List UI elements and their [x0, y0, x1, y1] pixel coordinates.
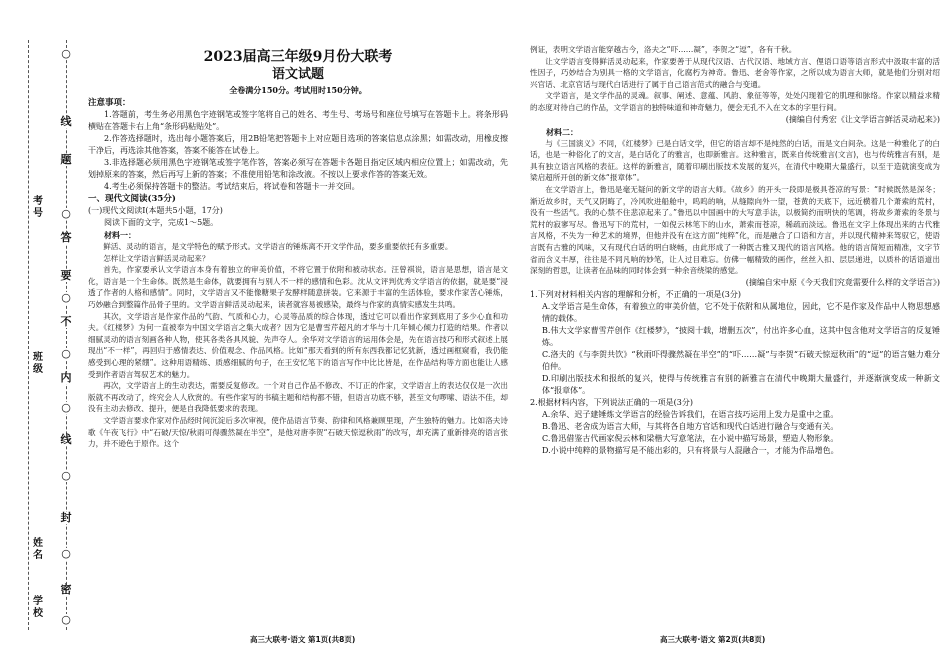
right-column: [530, 0, 940, 659]
material-paragraph: 让文学语言变得鲜活灵动起来，作家要善于从现代汉语、古代汉语、地域方言、俚语口语等语言形式中汲取丰富的活性因子，巧妙结合为别具一格的文学语言，化腐朽为神奇。鲁迅、老舍等作家，之所以成为语言大师，就是他们分别对绍兴官话、北京官话与现代白话进行了属于自己语言范式的融合与变通。: [530, 56, 940, 89]
circle-mark: ○: [61, 613, 71, 626]
note-item: 1.答题前，考生务必用黑色字迹钢笔或签字笔将自己的姓名、考生号、考场号和座位号填写在答题卡上。将条形码横贴在答题卡右上角“条形码粘贴处”。: [88, 110, 508, 131]
exam-title: 2023届高三年级9月份大联考: [203, 49, 393, 65]
circle-mark: ○: [61, 401, 71, 414]
circle-mark: ○: [61, 547, 71, 560]
material-paragraph: 与《三国演义》不同，《红楼梦》已是白话文学，但它的语言却不是纯然的白话，而是文白间杂。这是一种雅化了的白话，也是一种俗化了的文言，是白话化了的雅言，也即新雅言。这种雅言，既来自传统雅言(文言)，也与传统雅言有别，是具有独立语言风格的表征。这样的新雅言，随着印刷出版技术发展的复兴，在清代中晚期大量盛行，以至于造就演变成为梁启超所开创的新文体“报章体”。: [530, 138, 940, 183]
material-paragraph: 其次，文学语言是作家作品的气韵、气质和心力，心灵等品质的综合体现，透过它可以看出作家到底用了多少心血和功夫。《红楼梦》为何一直被奉为中国文学语言之集大成者？因为它是曹雪芹超凡的才华与十几年倾心倾力打造的结果。作者以细腻灵动的语言刻画各种人物，使其各类各具风貌、先声夺人。余华对文学语言的运用体会是，先在语言技巧和形式叙述上展现出“不一样”，再回归于感情表达、价值观念、作品风格。比如“那天看到的所有东西我都记忆犹新，透过画框窥看，我仍能感受到心理的紧绷”。这种用语精练、质感细腻的句子，在王安忆笔下的语言写作中比比皆是，在作品结构等方面也能让人感受到作者语言驾驭艺术的魅力。: [88, 311, 508, 379]
source-citation: (摘编自宋中原《今天我们究竟需要什么样的文学语言》): [745, 277, 940, 287]
exam-subtitle: 语文试题: [271, 67, 324, 82]
question-option: B.伟大文学家曹雪芹创作《红楼梦》，“披阅十载，增删五次”，付出许多心血，这其中包含他对文学语言的反复锤炼。: [542, 325, 940, 347]
seal-mark: 答: [60, 231, 72, 244]
seal-mark: 线: [60, 115, 72, 128]
material-two-label: 材料二：: [546, 126, 578, 137]
section-heading: 一、现代文阅读(35分): [88, 194, 176, 204]
label-banji: 班级: [33, 352, 43, 375]
circle-mark: ○: [61, 291, 71, 304]
binding-strip: [0, 0, 80, 659]
seal-mark: 线: [60, 433, 72, 446]
seal-mark: 要: [60, 269, 72, 282]
material-one-label: 材料一：: [104, 230, 136, 240]
circle-mark: ○: [61, 207, 71, 220]
material-paragraph: 怎样让文学语言鲜活灵动起来？: [103, 253, 210, 263]
note-item: 4.考生必须保持答题卡的整洁。考试结束后，将试卷和答题卡一并交回。: [104, 182, 360, 191]
material-paragraph: 例证，表明文学语言能穿越古今，洛夫之“吓……凝”，李贺之“逗”，各有千秋。: [530, 45, 797, 54]
binding-line-outer: [28, 40, 29, 630]
seal-mark: 内: [60, 371, 72, 384]
material-paragraph: 在文学语言上，鲁迅是毫无疑问的新文学的语言大师。《故乡》的开头一段即是极具苍凉的写景：“时候既然是深冬；渐近故乡时，天气又阴晦了，冷风吹进船舱中，呜呜的响，从缝隙向外一望，苍黄的天底下，远近横着几个萧索的荒村，没有一些活气。我的心禁不住悲凉起来了。”鲁迅以中国画中的大写意手法，以极简约而明快的笔调，将故乡萧索的冬景与荒村的寂寥写尽。鲁迅写下的荒村，一如倪云林笔下的山水，萧索而苍凉，稀疏而淡远。鲁迅在文字上体现出来的古代雅言风格，不失为一种艺术的境界，但他并没有在这方面“纯粹”化，而是融合了口语和方言，并以现代精神来驾驭它，使语言既有古雅的风味，又有现代白话的明白晓畅，由此形成了一种既古雅又现代的语言风格。他的语言简短而精准，文字节省而含义丰厚，往往是不同凡响的妙笔，让人过目难忘。仿佛一幅精致的画作，丝丝入扣、层层递进，以质朴的话语道出深刻的哲思，让读者在品味的同时体会到一种余音绕梁的感觉。: [530, 184, 940, 276]
seal-mark: 密: [60, 583, 72, 596]
question-option: A.文学语言是生命体，有着独立的审美价值，它不处于依附和从属地位，因此，它不是作家及作品中人物思想感情的载体。: [542, 301, 940, 323]
notes-heading: 注意事项：: [88, 98, 131, 108]
material-paragraph: 首先，作家要承认文学语言本身有着独立的审美价值，不将它置于依附和被动状态。汪曾祺说，语言是思想，语言是文化，语言是一个生命体。既然是生命体，就要拥有与别人不一样的感情和色彩。沈从文评判优秀文学语言的依据，就是要“浸透了作者的人格和感情”。同时，文学语言又不能像糖果子发酵样随意拼装。它来源于丰富的生活体验，要求作家苦心锤炼，巧妙融合到整篇作品骨子里的。文学语言鲜活灵动起来，读者就容易被感染，最终与作家的真情实感发生共鸣。: [88, 265, 508, 309]
question-option: D.印刷出版技术和报纸的复兴，使得与传统雅言有别的新雅言在清代中晚期大量盛行，并逐渐演变成一种新文体“报章体”。: [542, 373, 940, 395]
material-paragraph: 鲜活、灵动的语言，是文学特色的赋予形式。文学语言的锤炼离不开文学作品，要多重要依托有多重要。: [103, 242, 453, 251]
binding-line-inner: [66, 40, 67, 630]
source-citation: (摘编自付秀宏《让文学语言鲜活灵动起来》): [785, 114, 940, 124]
question-stem: 2.根据材料内容，下列说法正确的一项是(3分): [530, 397, 693, 407]
label-xuexiao: 学校: [33, 596, 43, 619]
question-option: A.余华、迟子建锤炼文学语言的经验告诉我们，在语言技巧运用上发力是重中之重。: [542, 409, 839, 419]
circle-mark: ○: [61, 469, 71, 482]
seal-mark: 不: [60, 315, 72, 328]
label-xingming: 姓名: [33, 538, 43, 561]
material-paragraph: 文学语言，是文学作品的灵魂。叙事、阐述、意蕴、风韵、象征等等，处处闪现着它的肌理和脉络。作家以精益求精的态度对待自己的作品，文学语言的独特味道和神奇魅力，便会无孔不入在文本的字里行间。: [530, 91, 940, 112]
question-option: B.鲁迅、老舍成为语言大师，与其将各自地方官话和现代白话进行融合与变通有关。: [542, 421, 839, 431]
circle-mark: ○: [61, 47, 71, 60]
left-column: [88, 0, 508, 659]
question-option: C.鲁迅借鉴古代画家倪云林和梁楷大写意笔法，在小说中描写场景，塑造人物形象。: [542, 433, 839, 443]
note-item: 2.作答选择题时，选出每小题答案后，用2B铅笔把答题卡上对应题目选项的答案信息点涂黑；如需改动，用橡皮擦干净后，再选涂其他答案，答案不能答在试卷上。: [88, 134, 508, 155]
question-option: D.小说中纯粹的景物描写是不能出彩的，只有将景与人混融合一，才能为作品增色。: [542, 445, 839, 455]
page-footer-right: 高三大联考·语文 第2页(共8页): [660, 635, 766, 644]
instruction: 阅读下面的文字，完成1～5题。: [104, 218, 219, 227]
circle-mark: ○: [61, 347, 71, 360]
seal-mark: 封: [60, 511, 72, 524]
question-option: C.洛夫的《与李贺共饮》“秋雨吓得骤然凝在半空”的“吓……凝”与李贺“石破天惊逗秋雨”的“逗”的语言魅力难分伯仲。: [542, 349, 940, 371]
material-paragraph: 文学语言要求作家对作品经时间沉淀后多次审视，使作品语言节奏、韵律和风格兼顾里现，产生独特的魅力。比如洛夫诗歌《午夜飞行》中“石破/天惊/秋雨可得骤然凝在半空”，是他对唐李贺“石破天惊逗秋雨”的改写，却充满了重新排亮的语言张力，并不逊色于原作。这个: [88, 415, 508, 449]
score-line: 全卷满分150分。考试用时150分钟。: [229, 85, 367, 95]
note-item: 3.非选择题必须用黑色字迹钢笔或签字笔作答，答案必须写在答题卡各题目指定区域内相应位置上；如需改动，先划掉原来的答案，然后再写上新的答案；不准使用铅笔和涂改液。不按以上要求作答的答案无效。: [88, 158, 508, 179]
question-stem: 1.下列对材料相关内容的理解和分析，不正确的一项是(3分): [530, 289, 741, 299]
seal-mark: 题: [60, 153, 72, 166]
material-paragraph: 再次，文学语言上的生动表达，需要反复修改。一个对自己作品不修改、不订正的作家，文学语言上的表达仅仅是一次出版就不再改动了，终究会人人欣赏的。有些作家写的书稿主题和结构都不错，但语言功底不够，甚至文句啰嗦、语法不佳，却没有主动去修改、提升，便是自我降低要求的表现。: [88, 381, 508, 414]
page-footer-left: 高三大联考·语文 第1页(共8页): [250, 635, 356, 644]
subsection-heading: (一)现代文阅读Ⅰ(本题共5小题，17分): [88, 206, 223, 215]
label-kaohao: 考号: [33, 196, 43, 219]
